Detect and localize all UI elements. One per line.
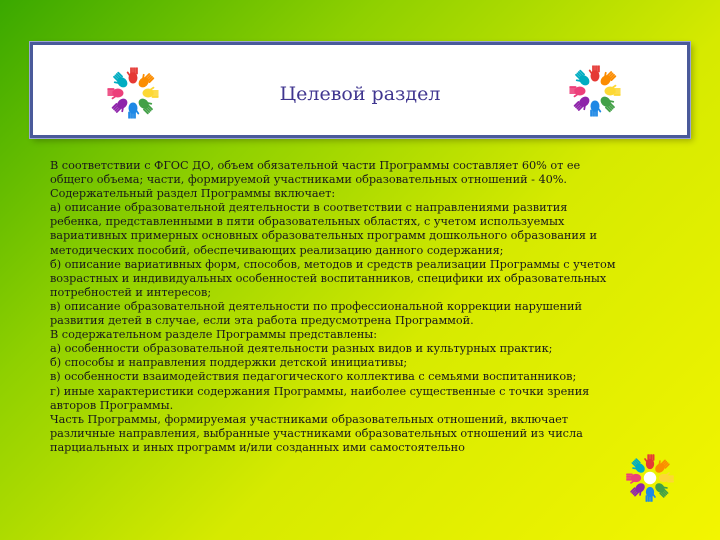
body-text-line: развития детей в случае, если эта работа предусмотрена Программой. bbox=[50, 314, 474, 328]
slide-body-text bbox=[50, 159, 670, 455]
body-text-line: г) иные характеристики содержания Программы, наиболее существенные с точки зрения bbox=[50, 384, 590, 398]
hands-wreath-icon bbox=[567, 63, 623, 119]
body-text-line: в) описание образовательной деятельности по профессиональной коррекции нарушений bbox=[50, 299, 582, 313]
slide-title: Целевой раздел bbox=[279, 83, 441, 105]
body-text-line: В соответствии с ФГОС ДО, объем обязательной части Программы составляет 60% от ее bbox=[50, 159, 581, 172]
title-banner bbox=[30, 42, 690, 138]
body-text-line: а) описание образовательной деятельности в соответствии с направлениями развития bbox=[50, 201, 568, 215]
body-text-line: общего объема; части, формируемой участниками образовательных отношений - 40%. bbox=[50, 173, 567, 187]
body-text-line: авторов Программы. bbox=[50, 398, 174, 412]
body-text-line: парциальных и иных программ и/или созданных ими самостоятельно bbox=[50, 440, 465, 454]
body-text-line: В содержательном разделе Программы представлены: bbox=[50, 328, 378, 342]
body-text-line: ребенка, представленными в пяти образовательных областях, с учетом используемых bbox=[50, 215, 565, 229]
body-text-line: Содержательный раздел Программы включает: bbox=[50, 187, 336, 201]
body-text-line: а) особенности образовательной деятельности разных видов и культурных практик; bbox=[50, 342, 553, 356]
body-text-line: различные направления, выбранные участниками образовательных отношений из числа bbox=[50, 426, 583, 440]
body-text-line: вариативных примерных основных образовательных программ дошкольного образования и bbox=[50, 229, 597, 243]
body-text-line: б) способы и направления поддержки детской инициативы; bbox=[50, 356, 408, 370]
body-text-line: потребностей и интересов; bbox=[50, 285, 212, 299]
body-text-line: возрастных и индивидуальных особенностей воспитанников, специфики их образовательных bbox=[50, 271, 607, 285]
body-text-line: методических пособий, обеспечивающих реализацию данного содержания; bbox=[50, 243, 504, 257]
body-text-line: б) описание вариативных форм, способов, методов и средств реализации Программы с учетом bbox=[50, 257, 616, 271]
body-text-line: Часть Программы, формируемая участниками образовательных отношений, включает bbox=[50, 412, 568, 426]
hands-wreath-icon bbox=[624, 452, 676, 504]
body-text-line: в) особенности взаимодействия педагогического коллектива с семьями воспитанников; bbox=[50, 370, 577, 384]
